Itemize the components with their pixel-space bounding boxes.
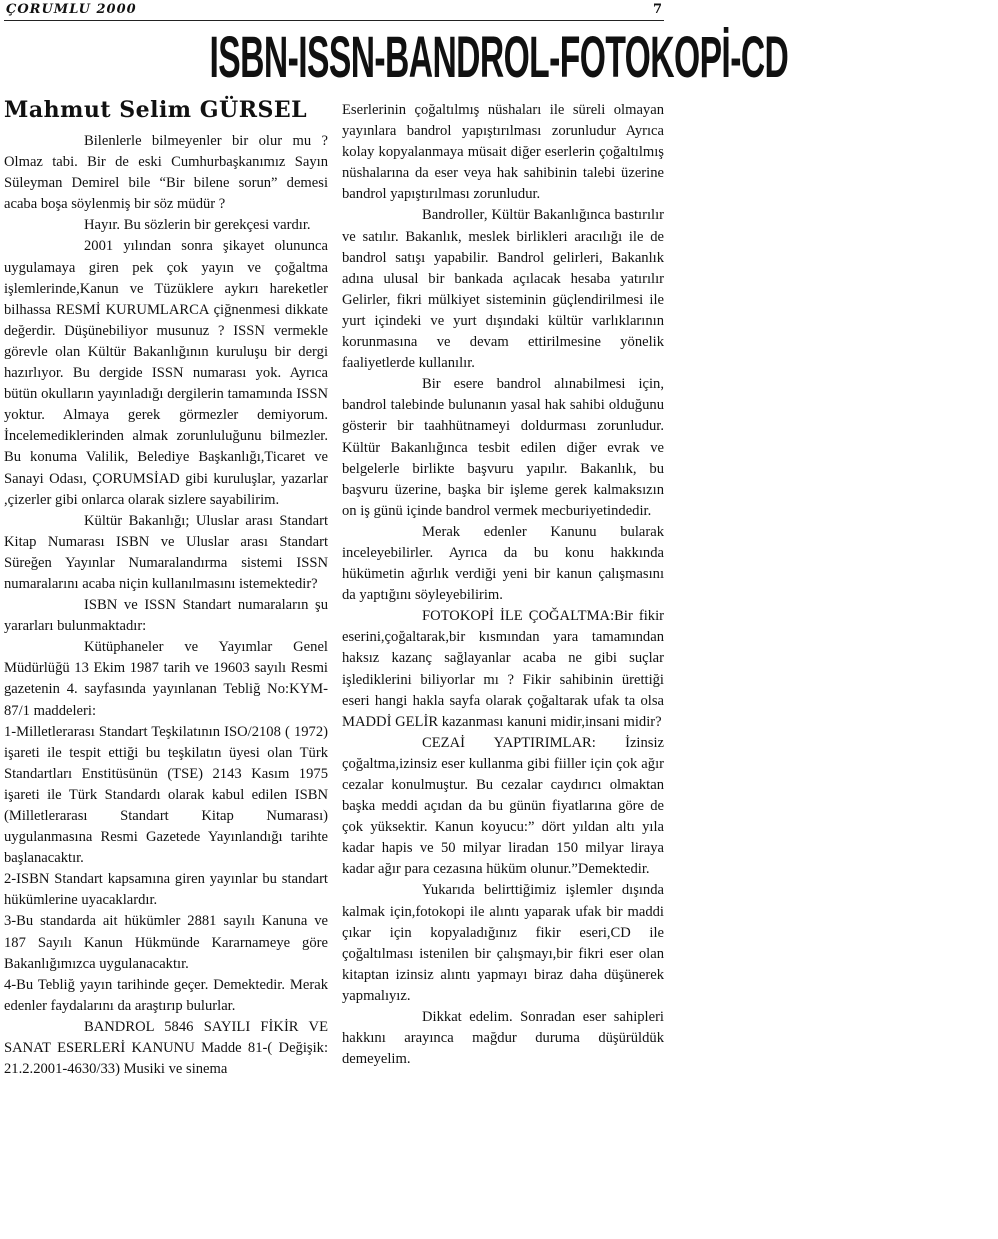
page-header bbox=[0, 0, 668, 24]
paragraph: Merak edenler Kanunu bularak inceleyebilirler. Ayrıca da bu konu hakkında hükümetin ağırlık verdiği yeni bir kanun çalışmasını da yaptığını söyleyebilirim. bbox=[342, 523, 664, 604]
paragraph: Kültür Bakanlığı; Uluslar arası Standart Kitap Numarası ISBN ve Uluslar arası Standart Süreğen Yayınlar Numaralandırma sistemi ISSN numaralarını acaba niçin kullanılmasını istemektedir? bbox=[4, 512, 328, 592]
headline-text: ISBN-ISSN-BANDROL-FOTOKOPİ-CD bbox=[209, 25, 789, 90]
paragraph: Dikkat edelim. Sonradan eser sahipleri hakkını arayınca mağdur duruma düşürüldük demeyelim. bbox=[342, 1009, 664, 1068]
publication-name: ÇORUMLU 2000 bbox=[6, 2, 137, 17]
paragraph: Hayır. Bu sözlerin bir gerekçesi vardır. bbox=[84, 217, 311, 234]
paragraph: Bilenlerle bilmeyenler bir olur mu ? Olmaz tabi. Bir de eski Cumhurbaşkanımız Sayın Süleyman Demirel bile “Bir bilene sorun” demesi acaba boşa söylenmiş bir söz müdür ? bbox=[4, 133, 328, 213]
header-rule bbox=[4, 20, 664, 21]
paragraph: Kütüphaneler ve Yayımlar Genel Müdürlüğü 13 Ekim 1987 tarih ve 19603 sayılı Resmi gazetenin 4. sayfasında yayınlanan Tebliğ No:KYM-87/1 maddeleri: bbox=[4, 639, 328, 719]
headline bbox=[0, 24, 789, 92]
paragraph: 2-ISBN Standart kapsamına giren yayınlar bu standart hükümlerine uyacaklardır. bbox=[4, 871, 328, 909]
paragraph: Bandroller, Kültür Bakanlığınca bastırılır ve satılır. Bakanlık, meslek birlikleri aracılığı ile de bandrol satışı yapabilir. Bandrol gelirleri, Bakanlık adına ulusal bir bankada açılacak hesaba yatırılır Gelirler, fikri mülkiyet sisteminin güçlendirilmesi ile yurt içindeki ve yurt dışındaki kültür varlıklarının korunmasına ve devam ettirilmesine yönelik faaliyetlerde kullanılır. bbox=[342, 207, 664, 372]
paragraph: FOTOKOPİ İLE ÇOĞALTMA:Bir fikir eserini,çoğaltarak,bir kısmından yara tamamından haksız kazanç sağlayanlar acaba ne gibi suçlar işlediklerini biliyorlar mı ? Fikir sahibinin ürettiği eseri hangi hakla sayfa olarak çoğaltarak ufak ta olsa MADDİ GELİR kazanması kanuni midir,insani midir? bbox=[342, 608, 664, 730]
paragraph: Bir esere bandrol alınabilmesi için, bandrol talebinde bulunanın yasal hak sahibi olduğunu gösterir bir taahhütnameyi doldurması zorunludur. Kültür Bakanlığınca tesbit edilen diğer evrak ve belgelerle birlikte başvuru yapılır. Bakanlık, bu başvuru üzerine, başka bir işleme gerek kalmaksızın on iş günü içinde bandrol vermek mecburiyetindedir. bbox=[342, 376, 664, 519]
paragraph: 4-Bu Tebliğ yayın tarihinde geçer. Demektedir. Merak edenler faydalarını da araştırıp bulurlar. bbox=[4, 976, 328, 1014]
page-number: 7 bbox=[652, 2, 662, 17]
paragraph: 3-Bu standarda ait hükümler 2881 sayılı Kanuna ve 187 Sayılı Kanun Hükmünde Kararnameye göre Bakanlığımızca uygulanacaktır. bbox=[4, 913, 328, 972]
paragraph: BANDROL 5846 SAYILI FİKİR VE SANAT ESERLERİ KANUNU Madde 81-( Değişik: 21.2.2001-4630/33) Musiki ve sinema bbox=[4, 1018, 328, 1078]
article-column-right bbox=[342, 100, 664, 1070]
paragraph: 1-Milletlerarası Standart Teşkilatının ISO/2108 ( 1972) işareti ile tespit ettiği bu teşkilatın üyesi olan Türk Standartları Enstitüsünün (TSE) 2143 Kasım 1975 işareti ile Türk Standardı olarak kabul edilen ISBN (Milletlerarası Standart Kitap Numarası) uygulanmasına Resmi Gazetede Yayınlandığı tarihte başlanacaktır. bbox=[4, 723, 328, 867]
paragraph: Yukarıda belirttiğimiz işlemler dışında kalmak için,fotokopi ile alıntı yaparak ufak bir maddi çıkar için kopyaladığınız fikir eseri,CD ile çoğaltılması istenilen bir çalışmayı,bir fikri eser olan kitaptan izinsiz alıntı yapmayı biraz daha düşünerek yapmalıyız. bbox=[342, 882, 664, 1004]
paragraph: Eserlerinin çoğaltılmış nüshaları ile süreli olmayan yayınlara bandrol yapıştırılması zorunludur Ayrıca kolay kopyalanmaya müsait diğer eserlerin çoğaltılmış nüshalarına da eser veya hak sahibinin talebi üzerine bandrol yapıştırılması zorunludur. bbox=[342, 102, 664, 203]
paragraph: ISBN ve ISSN Standart numaraların şu yararları bulunmaktadır: bbox=[4, 597, 328, 635]
article-column-left bbox=[4, 131, 328, 1080]
paragraph: CEZAİ YAPTIRIMLAR: İzinsiz çoğaltma,izinsiz eser kullanma gibi fiiller için çok ağır cezalar konulmuştur. Bu cezalar caydırıcı olmaktan başka meddi açıdan da bu günün fiyatlarına göre de çok yüksektir. Kanun koyucu:” dört yıldan altı yıla kadar hapis ve 50 milyar liradan 150 milyar liraya kadar ağır para cezasına hüküm olunur.”Demektedir. bbox=[342, 734, 664, 878]
paragraph: 2001 yılından sonra şikayet olununca uygulamaya giren pek çok yayın ve çoğaltma işlemlerinde,Kanun ve Tüzüklere aykırı hareketler bilhassa RESMİ KURUMLARCA çiğnenmesi dikkate değerdir. Düşünebiliyor musunuz ? ISSN vermekle görevle olan Kültür Bakanlığının kuruluşu bir dergi hazırlıyor. Bu dergide ISSN numarası yok. Ayrıca bütün okulların yayınladığı dergilerin tamamında ISSN yoktur. Almaya gerek görmezler demiyorum. İncelemediklerinden almak zorunluluğunu bilmezler. Bu konuma Valilik, Belediye Başkanlığı,Ticaret ve Sanayi Odası, ÇORUMSİAD gibi kuruluşlar, yazarlar ,çizerler gibi onlarca olarak sizlere sayabilirim. bbox=[4, 238, 328, 508]
byline: Mahmut Selim GÜRSEL bbox=[4, 97, 308, 123]
